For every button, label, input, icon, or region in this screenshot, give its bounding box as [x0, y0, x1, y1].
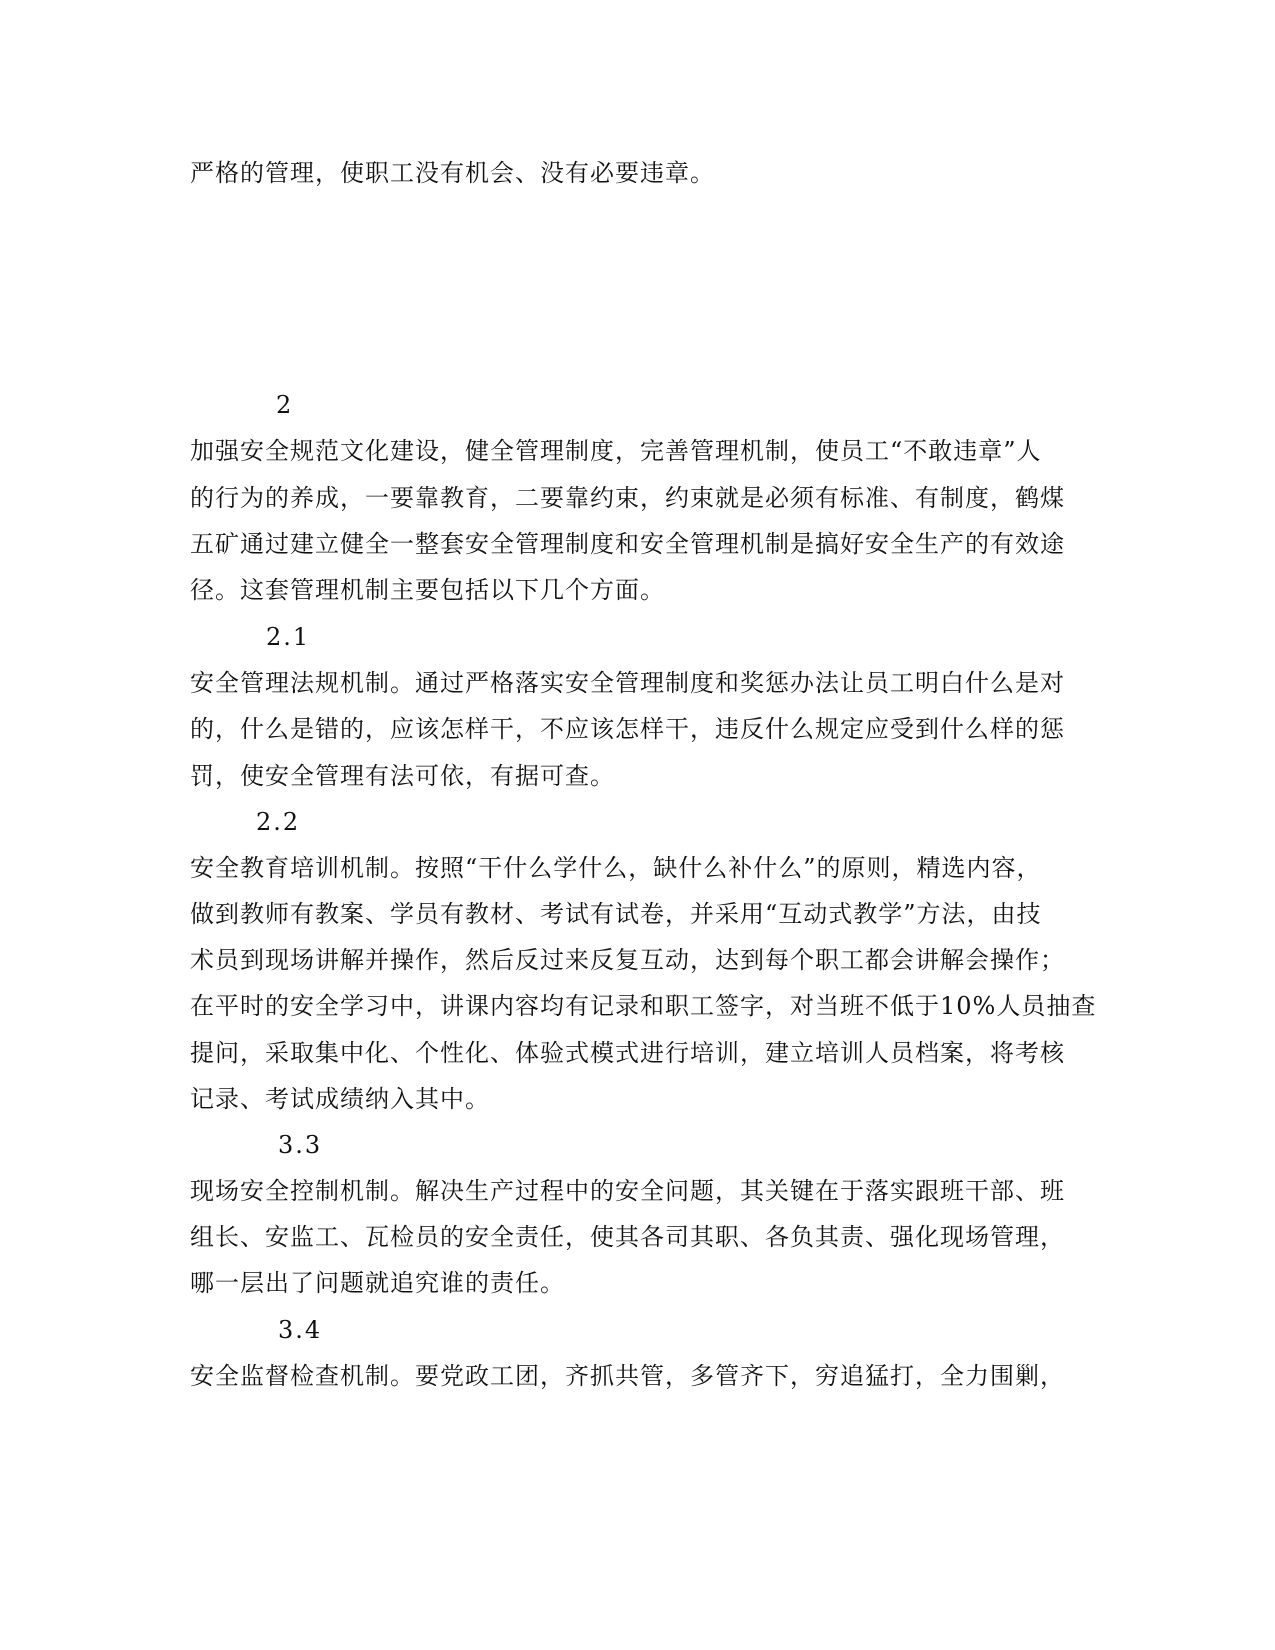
- paragraph-line: 加强安全规范文化建设，健全管理制度，完善管理机制，使员工“不敢违章”人: [190, 437, 1042, 465]
- paragraph-line: 组长、安监工、瓦检员的安全责任，使其各司其职、各负其责、强化现场管理，: [190, 1223, 1065, 1251]
- section-number: 2.1: [266, 623, 311, 651]
- paragraph-line: 的，什么是错的，应该怎样干，不应该怎样干，违反什么规定应受到什么样的惩: [190, 715, 1065, 743]
- section-number: 3.3: [278, 1131, 323, 1159]
- paragraph-line: 罚，使安全管理有法可依，有据可查。: [190, 762, 615, 790]
- paragraph-line: 安全管理法规机制。通过严格落实安全管理制度和奖惩办法让员工明白什么是对: [190, 669, 1065, 697]
- section-number: 2.2: [256, 808, 301, 836]
- paragraph-line: 严格的管理，使职工没有机会、没有必要违章。: [190, 159, 715, 187]
- paragraph-line: 五矿通过建立健全一整套安全管理制度和安全管理机制是搞好安全生产的有效途: [190, 530, 1065, 558]
- paragraph-line: 哪一层出了问题就追究谁的责任。: [190, 1269, 565, 1297]
- paragraph-line: 提问，采取集中化、个性化、体验式模式进行培训，建立培训人员档案，将考核: [190, 1039, 1065, 1067]
- paragraph-line: 在平时的安全学习中，讲课内容均有记录和职工签字，对当班不低于10%人员抽查: [190, 992, 1097, 1020]
- paragraph-line: 现场安全控制机制。解决生产过程中的安全问题，其关键在于落实跟班干部、班: [190, 1177, 1065, 1205]
- paragraph-line: 安全监督检查机制。要党政工团，齐抓共管，多管齐下，穷追猛打，全力围剿，: [190, 1362, 1065, 1390]
- section-number: 2: [276, 391, 294, 419]
- paragraph-line: 术员到现场讲解并操作，然后反过来反复互动，达到每个职工都会讲解会操作；: [190, 946, 1065, 974]
- paragraph-line: 径。这套管理机制主要包括以下几个方面。: [190, 576, 665, 604]
- paragraph-line: 安全教育培训机制。按照“干什么学什么，缺什么补什么”的原则，精选内容，: [190, 854, 1042, 882]
- paragraph-line: 做到教师有教案、学员有教材、考试有试卷，并采用“互动式教学”方法，由技: [190, 900, 1042, 928]
- section-number: 3.4: [278, 1316, 323, 1344]
- paragraph-line: 的行为的养成，一要靠教育，二要靠约束，约束就是必须有标准、有制度，鹤煤: [190, 484, 1065, 512]
- paragraph-line: 记录、考试成绩纳入其中。: [190, 1085, 490, 1113]
